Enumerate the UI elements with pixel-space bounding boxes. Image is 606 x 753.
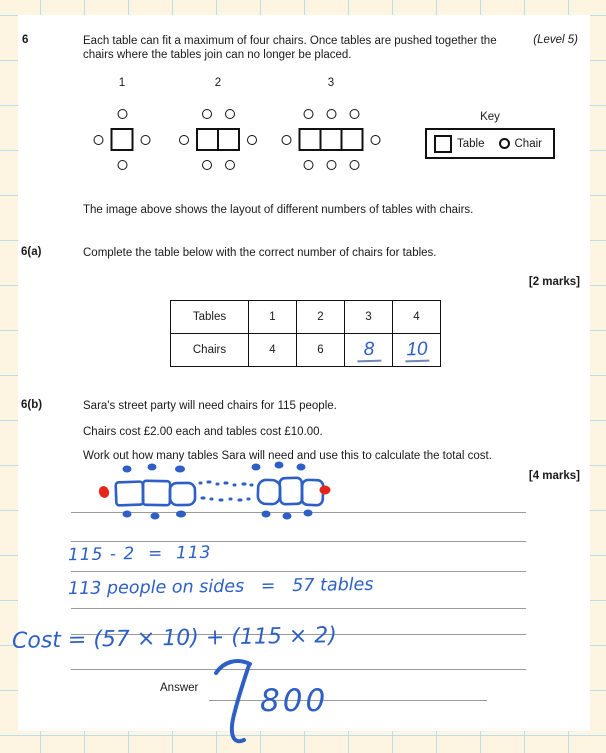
chair-icon — [117, 109, 127, 119]
handwritten-answer-10: 10 — [404, 338, 429, 362]
part-b-line1: Sara's street party will need chairs for 115 people. — [83, 400, 337, 412]
chairs-for-tables-table — [170, 300, 441, 367]
table-icon — [217, 128, 240, 151]
table-cell: 2 — [297, 301, 345, 334]
chair-icon — [303, 109, 313, 119]
continuation-dots — [200, 482, 252, 500]
ink-working-line3[interactable]: Cost = (57 × 10) + (115 × 2) — [11, 623, 338, 654]
chair-icon — [303, 160, 313, 170]
tables-figure-2 — [179, 77, 257, 170]
key-table-label: Table — [457, 137, 485, 150]
table-row — [94, 128, 151, 151]
chair-row-bottom — [202, 160, 235, 170]
red-end-dot — [97, 485, 111, 500]
table-icon — [111, 128, 134, 151]
table-icon — [196, 128, 219, 151]
chair-icon — [349, 109, 359, 119]
ink-working-line2[interactable]: 113 people on sides = 57 tables — [67, 574, 374, 600]
joined-tables — [196, 128, 240, 151]
chair-icon — [326, 160, 336, 170]
key-title: Key — [480, 111, 500, 123]
part-a-marks: [2 marks] — [528, 276, 580, 288]
chair-row-top — [303, 109, 359, 119]
ink-working-line1[interactable]: 115 - 2 = 113 — [67, 542, 212, 566]
table-icon — [434, 135, 452, 153]
table-cell: 4 — [393, 301, 441, 334]
chair-icon — [282, 135, 292, 145]
working-line[interactable] — [71, 571, 526, 572]
table-cell: 6 — [297, 334, 345, 367]
sketch-tables-right — [258, 478, 324, 506]
table-icon — [320, 128, 343, 151]
table-icon — [299, 128, 322, 151]
key-legend — [425, 111, 555, 159]
question-number: 6 — [22, 34, 29, 46]
chair-icon — [225, 160, 235, 170]
joined-tables — [299, 128, 364, 151]
ink-final-answer[interactable] — [204, 657, 374, 753]
chair-icon — [349, 160, 359, 170]
tables-figure-3 — [282, 77, 381, 170]
final-answer-digits: 800 — [260, 683, 329, 719]
table-header-cell: Chairs — [171, 334, 249, 367]
table-cell: 4 — [249, 334, 297, 367]
sketch-chairs-right — [252, 462, 313, 520]
chair-row-bottom — [303, 160, 359, 170]
table-cell: 1 — [249, 301, 297, 334]
chair-icon — [117, 160, 127, 170]
working-line[interactable] — [71, 608, 526, 609]
figure-label: 1 — [118, 77, 126, 89]
chair-icon — [202, 160, 212, 170]
table-row-chairs — [171, 334, 441, 367]
chair-row-bottom — [117, 160, 127, 170]
handwritten-answer-8: 8 — [356, 338, 381, 362]
chair-row-top — [202, 109, 235, 119]
sketch-chairs-left — [123, 464, 187, 520]
chair-icon — [499, 138, 510, 149]
level-tag: (Level 5) — [533, 34, 578, 46]
chair-icon — [141, 135, 151, 145]
chair-icon — [247, 135, 257, 145]
pound-sign-ink — [216, 661, 250, 741]
question-intro-line2: chairs where the tables join can no longer be placed. — [83, 49, 352, 61]
key-chair-label: Chair — [514, 137, 542, 150]
handdrawn-tables-sketch — [94, 461, 344, 529]
table-row-tables — [171, 301, 441, 334]
part-b-line2: Chairs cost £2.00 each and tables cost £10.00. — [83, 426, 323, 438]
answer-cell-3-tables[interactable] — [345, 334, 393, 367]
question-intro-line1: Each table can fit a maximum of four chairs. Once tables are pushed together the — [83, 35, 497, 47]
table-row — [179, 128, 257, 151]
answer-cell-4-tables[interactable] — [393, 334, 441, 367]
table-cell: 3 — [345, 301, 393, 334]
key-box — [425, 128, 555, 159]
part-b-marks: [4 marks] — [528, 470, 580, 482]
part-b-number: 6(b) — [21, 399, 43, 411]
figure-label: 2 — [214, 77, 222, 89]
part-b-line3: Work out how many tables Sara will need and use this to calculate the total cost. — [83, 450, 492, 462]
part-a-number: 6(a) — [21, 246, 42, 258]
worksheet-page — [11, 15, 590, 731]
chair-icon — [179, 135, 189, 145]
diagram-caption: The image above shows the layout of different numbers of tables with chairs. — [83, 204, 474, 216]
part-a-prompt: Complete the table below with the correct number of chairs for tables. — [83, 247, 437, 259]
chair-icon — [326, 109, 336, 119]
table-header-cell: Tables — [171, 301, 249, 334]
chair-icon — [371, 135, 381, 145]
chair-icon — [202, 109, 212, 119]
red-end-dot — [320, 486, 331, 495]
answer-label: Answer — [160, 682, 199, 694]
sketch-tables-left — [116, 481, 196, 506]
table-icon — [341, 128, 364, 151]
joined-tables — [111, 128, 134, 151]
chair-row-top — [117, 109, 127, 119]
tables-figure-1 — [94, 77, 151, 170]
working-line[interactable] — [71, 541, 526, 542]
chair-icon — [94, 135, 104, 145]
figure-label: 3 — [327, 77, 335, 89]
chair-icon — [225, 109, 235, 119]
table-row — [282, 128, 381, 151]
